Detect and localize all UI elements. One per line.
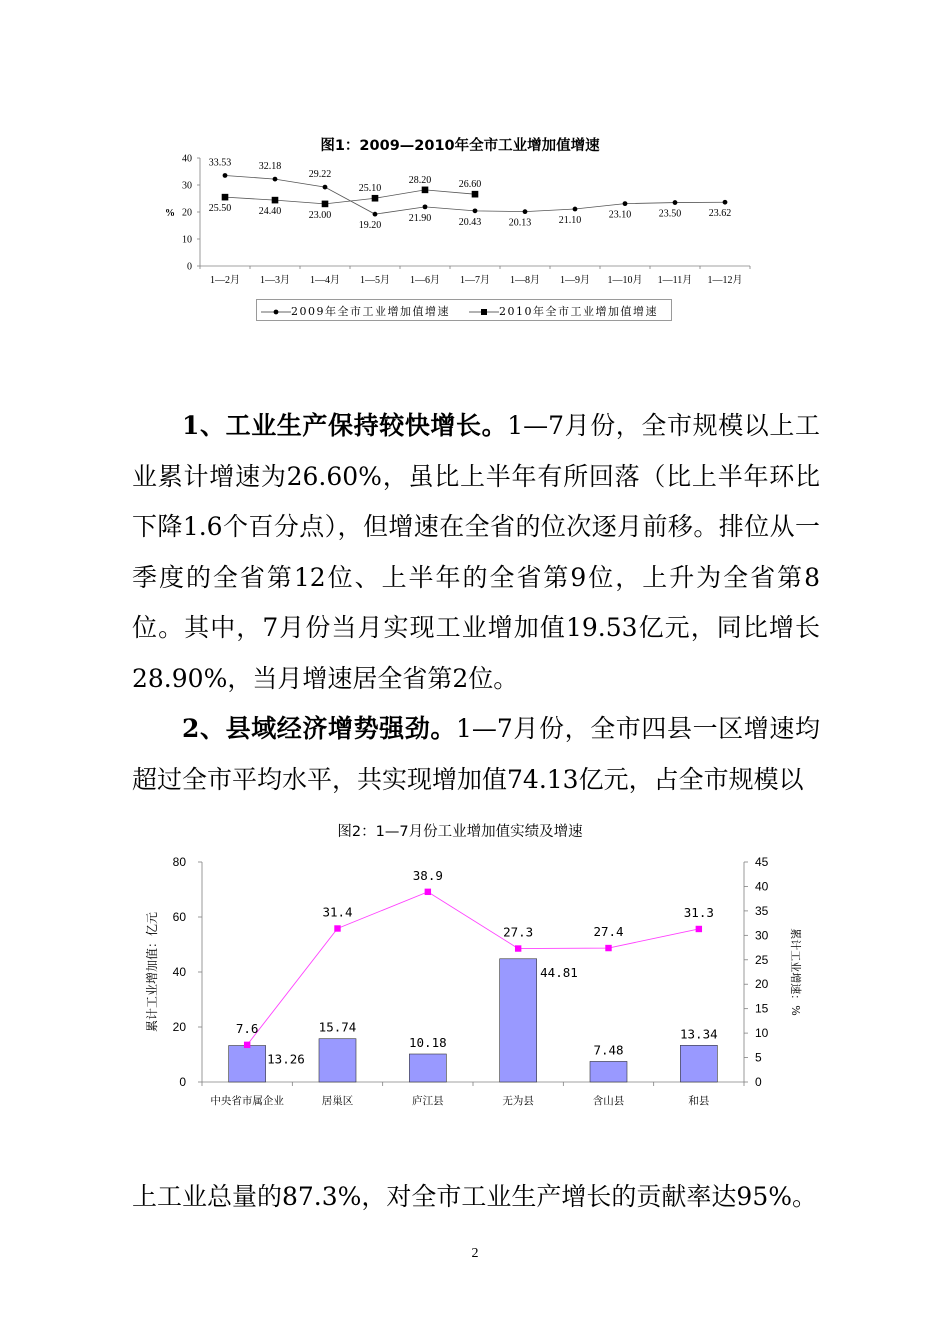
chart1-x-tick-label: 1—9月 — [560, 275, 590, 286]
chart1-point-2010 — [472, 191, 479, 198]
chart1-data-label: 33.53 — [208, 157, 232, 169]
chart2-growth-point — [244, 1042, 250, 1048]
chart1-x-tick-label: 1—2月 — [210, 275, 240, 286]
chart2-left-tick-label: 20 — [172, 1020, 186, 1034]
chart2-right-tick-label: 15 — [755, 1001, 769, 1016]
chart1-data-label: 21.10 — [558, 215, 582, 227]
chart1-point-2010 — [222, 194, 229, 201]
chart1-point-2010 — [272, 197, 279, 204]
chart2-right-tick-label: 25 — [755, 952, 769, 967]
chart1-x-tick-label: 1—7月 — [460, 275, 490, 286]
chart1-y-tick-label: 20 — [182, 207, 192, 219]
chart2-left-tick-label: 0 — [179, 1075, 186, 1089]
circle-marker-icon — [261, 306, 291, 318]
chart1-data-label: 32.18 — [258, 161, 282, 173]
chart1-data-label: 29.22 — [308, 169, 332, 181]
chart1-data-label: 25.50 — [208, 203, 232, 215]
chart1-y-tick-label: 40 — [182, 153, 192, 165]
chart1-y-tick-label: 30 — [182, 180, 192, 192]
chart2-right-tick-label: 35 — [755, 903, 769, 918]
chart1-point-2009 — [273, 177, 278, 182]
chart2-growth-label: 27.3 — [503, 924, 534, 940]
chart2-category-label: 和县 — [688, 1095, 710, 1107]
chart1-legend — [256, 299, 672, 321]
chart1-point-2010 — [422, 187, 429, 194]
chart1-x-tick-label: 1—5月 — [360, 275, 390, 286]
chart2-left-axis-title: 累计工业增加值：亿元 — [145, 911, 159, 1033]
chart2-bar — [319, 1039, 356, 1082]
chart1-data-label: 19.20 — [358, 220, 382, 232]
chart2-category-label: 含山县 — [592, 1095, 625, 1107]
chart1-data-label: 21.90 — [408, 212, 432, 224]
chart2-title: 图2：1—7月份工业增加值实绩及增速 — [337, 824, 583, 840]
chart2-right-tick-label: 0 — [755, 1075, 762, 1089]
chart2-bar-label: 7.48 — [593, 1042, 624, 1058]
chart2-growth-label: 38.9 — [412, 867, 443, 883]
chart2-right-tick-label: 30 — [755, 928, 769, 943]
chart1-point-2009 — [573, 207, 578, 212]
chart2-left-tick-label: 40 — [172, 965, 186, 979]
chart2-growth-point — [605, 945, 611, 951]
chart2-right-tick-label: 40 — [755, 879, 769, 894]
chart2-right-axis-title: 累计工业增速：% — [789, 928, 802, 1016]
chart2-right-tick-label: 10 — [755, 1026, 769, 1041]
chart2-growth-point — [696, 926, 702, 932]
chart2-bar-label: 10.18 — [409, 1035, 447, 1051]
chart1-data-label: 23.00 — [308, 209, 332, 221]
paragraph-continuation: 上工业总量的87.3%，对全市工业生产增长的贡献率达95%。 — [132, 1182, 817, 1211]
chart1-data-label: 28.20 — [408, 174, 432, 186]
chart2-growth-label: 7.6 — [235, 1020, 259, 1036]
chart1-x-tick-label: 1—8月 — [510, 275, 540, 286]
chart2-bar-label: 13.34 — [680, 1026, 718, 1042]
chart1-x-tick-label: 1—11月 — [657, 275, 693, 286]
chart2-left-tick-label: 60 — [172, 910, 186, 924]
chart1-point-2009 — [723, 200, 728, 205]
legend-item-2010 — [469, 303, 658, 319]
page-number: 2 — [471, 1246, 479, 1261]
chart2-category-label: 庐江县 — [412, 1095, 444, 1107]
chart2-right-tick-label: 45 — [755, 855, 769, 869]
square-marker-icon — [469, 306, 499, 318]
chart1-title: 图1：2009—2010年全市工业增加值增速 — [320, 138, 600, 154]
chart2-bar-label: 13.26 — [267, 1051, 305, 1067]
chart1-x-tick-label: 1—12月 — [707, 275, 743, 286]
chart2-growth-label: 31.3 — [683, 904, 714, 920]
chart2-growth-line — [247, 892, 699, 1045]
legend-item-2009 — [261, 303, 450, 319]
chart2-growth-label: 27.4 — [593, 924, 624, 940]
chart2-bar — [500, 959, 537, 1082]
paragraph-body: 1—7月份，全市四县一区增速均超过全市平均水平，共实现增加值74.13亿元，占全市规模以 — [132, 714, 820, 794]
paragraph-lead: 1、工业生产保持较快增长。 — [182, 411, 508, 440]
chart1-point-2009 — [623, 201, 628, 206]
chart1-point-2009 — [673, 200, 678, 205]
chart1-point-2009 — [323, 185, 328, 190]
chart1-x-tick-label: 1—3月 — [260, 275, 290, 286]
chart2-bar — [680, 1045, 717, 1082]
chart1-line-chart — [150, 148, 780, 298]
chart1-point-2009 — [473, 208, 478, 213]
chart2-category-label: 无为县 — [502, 1095, 534, 1107]
chart1-point-2009 — [373, 212, 378, 217]
chart2-growth-point — [334, 925, 340, 931]
paragraph-body: 1—7月份，全市规模以上工业累计增速为26.60%，虽比上半年有所回落（比上半年环比下降1.6个百分点），但增速在全省的位次逐月前移。排位从一季度的全省第12位、上半年的全省第9位，上升为全省第8位。其中，7月份当月实现工业增加值19.53亿元，同比增长28.90%，当月增速居全省第2位。 — [132, 411, 820, 693]
chart2-growth-label: 31.4 — [322, 904, 353, 920]
chart2-right-tick-label: 5 — [755, 1050, 762, 1065]
chart1-data-label: 20.13 — [508, 217, 532, 229]
chart1-data-label: 26.60 — [458, 179, 482, 191]
chart2-bar-label: 44.81 — [540, 964, 578, 980]
chart1-point-2010 — [372, 195, 379, 202]
chart2-right-tick-label: 20 — [755, 977, 769, 992]
chart1-y-tick-label: 10 — [182, 234, 192, 246]
chart2-growth-point — [425, 889, 431, 895]
chart1-data-label: 23.62 — [708, 208, 732, 220]
chart2-bar — [229, 1046, 266, 1082]
chart1-point-2010 — [322, 201, 329, 208]
chart2-bar — [409, 1054, 446, 1082]
chart1-data-label: 20.43 — [458, 216, 482, 228]
chart1-data-label: 24.40 — [258, 206, 282, 218]
chart2-category-label: 居巢区 — [321, 1095, 354, 1107]
chart1-x-tick-label: 1—4月 — [310, 275, 340, 286]
chart2-category-label: 中央省市属企业 — [210, 1095, 284, 1107]
chart2-bar-label: 15.74 — [318, 1019, 357, 1035]
chart1-series-line-1 — [225, 190, 475, 204]
chart1-data-label: 23.10 — [608, 209, 632, 221]
chart1-data-label: 23.50 — [658, 208, 682, 220]
paragraph-county-economy — [132, 704, 820, 805]
chart2-left-tick-label: 80 — [172, 855, 186, 869]
chart2-growth-point — [515, 945, 521, 951]
chart1-x-tick-label: 1—6月 — [410, 275, 440, 286]
chart1-x-tick-label: 1—10月 — [607, 275, 643, 286]
chart1-y-tick-label: 0 — [187, 261, 192, 273]
paragraph-lead: 2、县域经济增势强劲。 — [182, 714, 456, 743]
chart2-bar-line-chart — [140, 848, 820, 1118]
chart1-point-2009 — [423, 204, 428, 209]
chart1-point-2009 — [223, 173, 228, 178]
paragraph-industrial-growth — [132, 401, 820, 704]
chart1-y-axis-label: % — [165, 208, 175, 219]
legend-label-2009: 2009年全市工业增加值增速 — [291, 305, 450, 318]
chart1-data-label: 25.10 — [358, 183, 382, 195]
chart1-point-2009 — [523, 209, 528, 214]
chart2-bar — [590, 1061, 627, 1082]
legend-label-2010: 2010年全市工业增加值增速 — [499, 305, 658, 318]
